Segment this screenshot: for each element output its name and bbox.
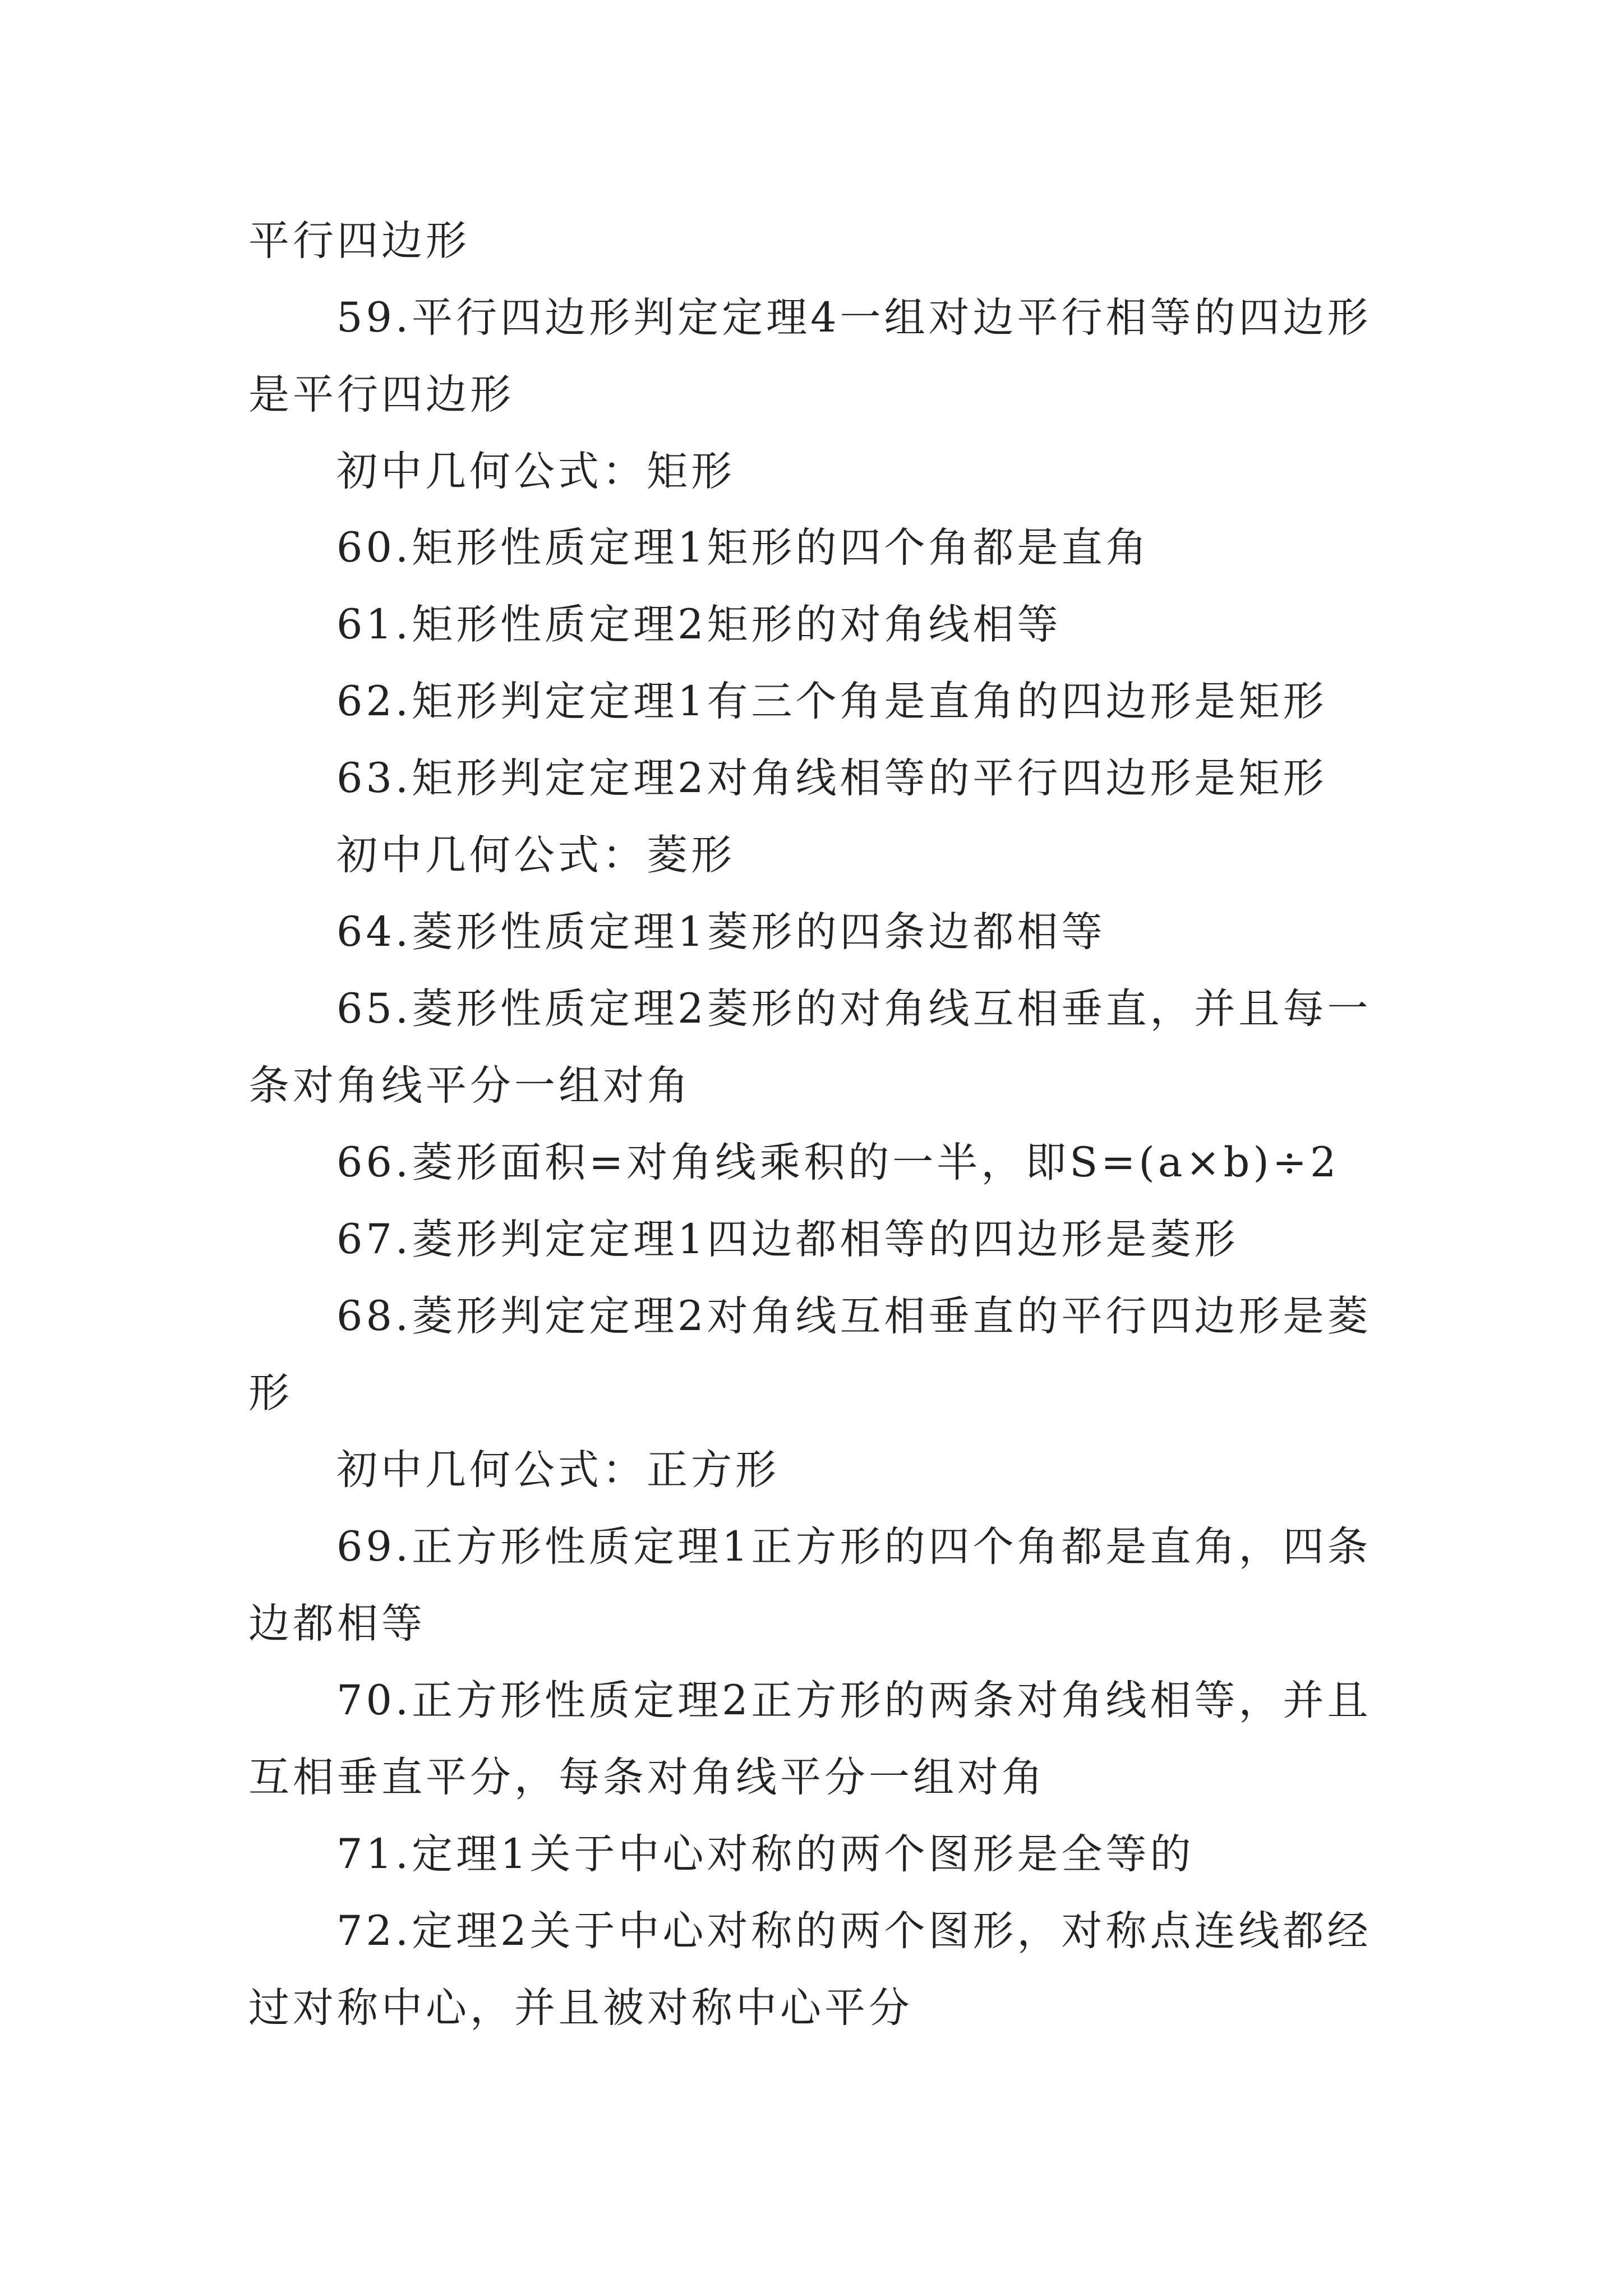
text-line: 64.菱形性质定理1菱形的四条边都相等: [336, 908, 1106, 956]
text-line: 69.正方形性质定理1正方形的四个角都是直角，四条: [336, 1523, 1372, 1571]
text-line: 形: [248, 1369, 293, 1417]
section-heading: 初中几何公式：矩形: [336, 448, 735, 495]
text-line: 65.菱形性质定理2菱形的对角线互相垂直，并且每一: [336, 985, 1372, 1033]
text-line: 71.定理1关于中心对称的两个图形是全等的: [336, 1830, 1195, 1878]
text-line: 72.定理2关于中心对称的两个图形，对称点连线都经: [336, 1907, 1372, 1955]
text-line: 是平行四边形: [248, 371, 514, 418]
section-heading: 初中几何公式：正方形: [336, 1446, 780, 1494]
text-line: 条对角线平分一组对角: [248, 1062, 691, 1110]
text-line: 70.正方形性质定理2正方形的两条对角线相等，并且: [336, 1677, 1372, 1724]
text-line: 61.矩形性质定理2矩形的对角线相等: [336, 601, 1062, 648]
text-line: 62.矩形判定定理1有三个角是直角的四边形是矩形: [336, 678, 1327, 725]
text-line: 67.菱形判定定理1四边都相等的四边形是菱形: [336, 1216, 1239, 1263]
text-line: 60.矩形性质定理1矩形的四个角都是直角: [336, 524, 1150, 572]
text-line: 平行四边形: [248, 217, 470, 265]
text-line: 66.菱形面积=对角线乘积的一半，即S=(a×b)÷2: [336, 1139, 1340, 1186]
text-line: 互相垂直平分，每条对角线平分一组对角: [248, 1754, 1046, 1801]
text-line: 59.平行四边形判定定理4一组对边平行相等的四边形: [336, 294, 1372, 342]
section-heading: 初中几何公式：菱形: [336, 831, 735, 879]
text-line: 边都相等: [248, 1600, 426, 1648]
text-line: 过对称中心，并且被对称中心平分: [248, 1984, 913, 2032]
text-line: 63.矩形判定定理2对角线相等的平行四边形是矩形: [336, 754, 1327, 802]
text-line: 68.菱形判定定理2对角线互相垂直的平行四边形是菱: [336, 1292, 1372, 1340]
